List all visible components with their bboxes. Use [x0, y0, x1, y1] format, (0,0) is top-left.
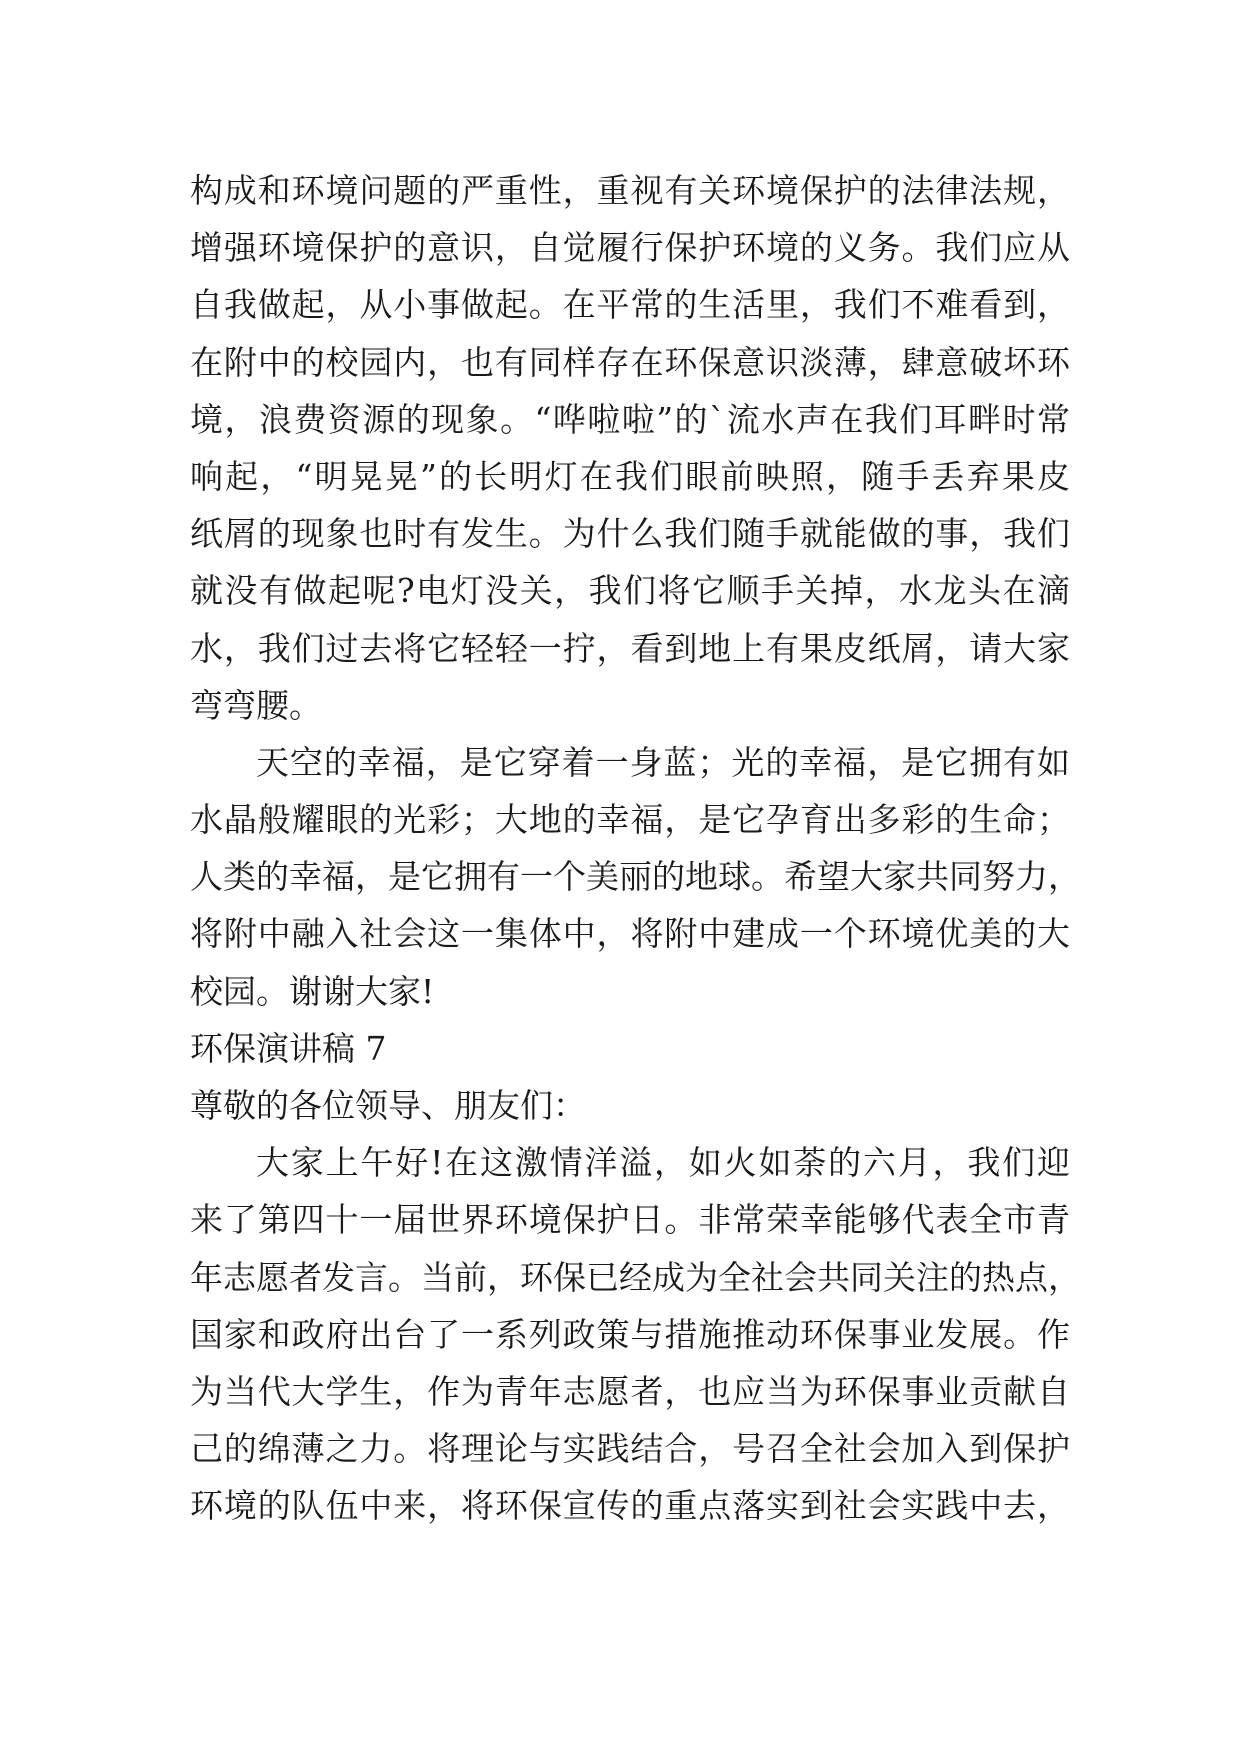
- text-line: 纸屑的现象也时有发生。为什么我们随手就能做的事，我们: [190, 514, 1070, 554]
- text-line: 环境的队伍中来，将环保宣传的重点落实到社会实践中去，: [190, 1486, 1070, 1526]
- text-line: 水晶般耀眼的光彩；大地的幸福，是它孕育出多彩的生命；: [190, 800, 1070, 840]
- text-line: 在附中的校园内，也有同样存在环保意识淡薄，肆意破坏环: [190, 342, 1070, 382]
- text-line: 境，浪费资源的现象。“哗啦啦”的`流水声在我们耳畔时常: [190, 399, 1070, 439]
- text-line: 自我做起，从小事做起。在平常的生活里，我们不难看到，: [190, 285, 1070, 325]
- text-line: 年志愿者发言。当前，环保已经成为全社会共同关注的热点，: [190, 1257, 1081, 1297]
- salutation: 尊敬的各位领导、朋友们：: [190, 1086, 586, 1125]
- text-line: 弯弯腰。: [190, 685, 322, 725]
- text-line: 为当代大学生，作为青年志愿者，也应当为环保事业贡献自: [190, 1371, 1070, 1411]
- text-line: 响起，“明晃晃”的长明灯在我们眼前映照，随手丢弃果皮: [190, 456, 1070, 496]
- text-line: 人类的幸福，是它拥有一个美丽的地球。希望大家共同努力，: [190, 857, 1081, 897]
- text-line: 水，我们过去将它轻轻一拧，看到地上有果皮纸屑，请大家: [190, 628, 1070, 668]
- paragraph-first-line: 大家上午好!在这激情洋溢，如火如荼的六月，我们迎: [256, 1143, 1070, 1183]
- text-line: 将附中融入社会这一集体中，将附中建成一个环境优美的大: [190, 914, 1070, 954]
- section-heading: 环保演讲稿 7: [190, 1028, 387, 1068]
- text-line: 就没有做起呢?电灯没关，我们将它顺手关掉，水龙头在滴: [190, 571, 1070, 611]
- document-body: [190, 162, 1081, 1535]
- paragraph-first-line: 天空的幸福，是它穿着一身蓝；光的幸福，是它拥有如: [256, 742, 1070, 782]
- text-line: 增强环境保护的意识，自觉履行保护环境的义务。我们应从: [190, 228, 1070, 268]
- text-line: 构成和环境问题的严重性，重视有关环境保护的法律法规，: [190, 171, 1070, 210]
- text-line: 校园。谢谢大家!: [190, 971, 435, 1011]
- text-line: 国家和政府出台了一系列政策与措施推动环保事业发展。作: [190, 1314, 1070, 1354]
- text-line: 来了第四十一届世界环境保护日。非常荣幸能够代表全市青: [190, 1200, 1070, 1240]
- text-line: 己的绵薄之力。将理论与实践结合，号召全社会加入到保护: [190, 1429, 1070, 1469]
